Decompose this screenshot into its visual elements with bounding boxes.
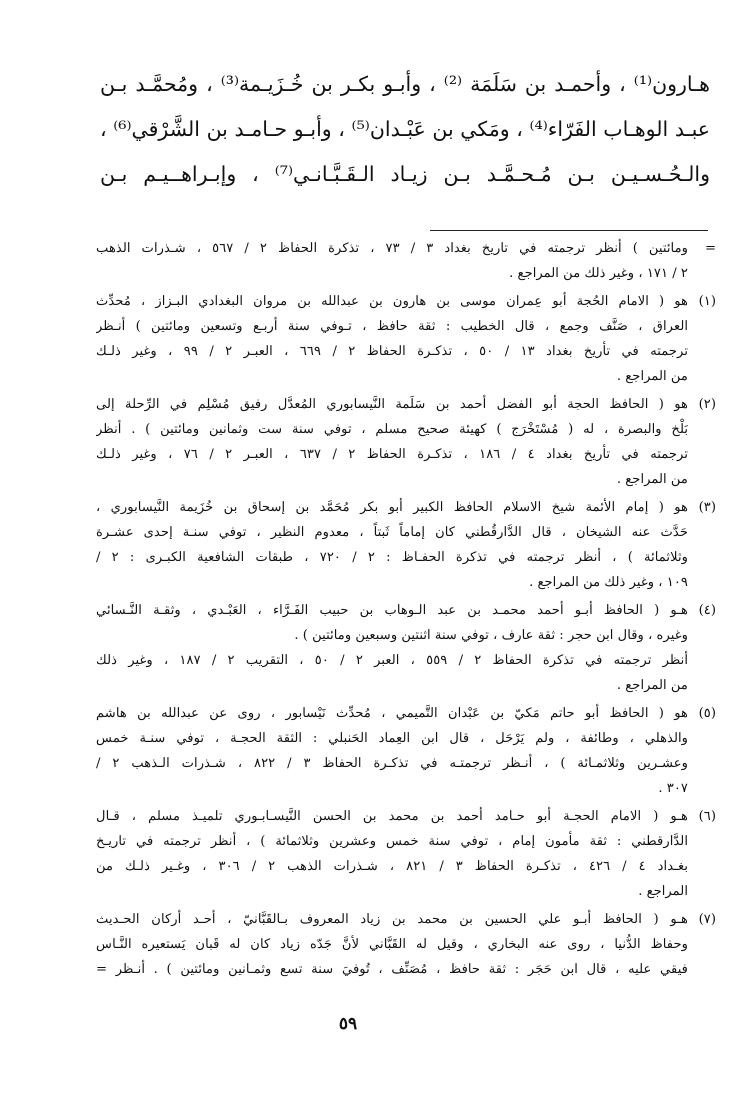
footnote-line: العراق ، صَنَّف وجمع ، قال الخطيب : ثقة حافظ ، تـوفي سنة أربـع وتسعين ومائتين ) أنـظر — [96, 319, 688, 334]
footnote-line: من المراجع . — [616, 369, 688, 384]
footnote-5 — [96, 701, 716, 801]
footnote-marker: (٣) — [698, 500, 716, 515]
footnote-line: والذهلي ، وطائفة ، ولم يَرْحَل ، قال ابن العِماد الحَنبلي : الثقة الحجـة ، توفي سنـة خمس — [96, 731, 688, 746]
footnote-line: ترجمته في تأريخ بغداد ٤ / ١٨٦ ، تذكـرة الحفاظ ٢ / ٦٣٧ ، العبـر ٢ / ٧٦ ، وغير ذلـك — [96, 447, 688, 462]
footnote-line: هو ( الحافظ أبو حاتم مَكيّ بن عَبْدان التَّميمي ، مُحدِّث نَيْسابور ، روى عن عبدالله بن هاشم — [96, 706, 688, 721]
footnote-line: ٢ / ١٧١ ، وغير ذلك من المراجع . — [509, 266, 688, 281]
main-text-line: هـارون⁽¹⁾ ، وأحمـد بن سَلَمَة ⁽²⁾ ، وأبـو بكـر بن خُـزَيـمة⁽³⁾ ، ومُحمَّـد بـن — [100, 72, 710, 96]
footnote-continuation — [96, 236, 716, 286]
footnote-line: هـو ( الحافظ أبـو علي الحسين بن محمد بن زياد المعروف بـالقَبَّانيّ ، أحـد أركان الحـديث — [96, 912, 688, 927]
footnote-line: بغـداد ٤ / ٤٢٦ ، تذكـرة الحفاظ ٣ / ٨٢١ ، شـذرات الذهب ٢ / ٣٠٦ ، وغـير ذلـك من — [96, 859, 688, 874]
footnote-4 — [96, 598, 716, 698]
footnote-line: هـو ( الامام الحجـة أبو حـامد أحمد بن محمد بن الحسن النَّيسـابـوري تلميـذ مسلم ، قـال — [96, 809, 688, 824]
footnote-marker: (٤) — [698, 603, 716, 618]
footnote-line: المراجع . — [638, 884, 688, 899]
footnote-line: بَلْخ والبصرة ، له ( مُسْتَخْرَج ) كهيئة صحيح مسلم ، توفي سنة ست وثمانين ومائتين ) . أنظر — [96, 422, 688, 437]
footnote-2 — [96, 392, 716, 492]
footnote-line: ومائتين ) أنظر ترجمته في تاريخ بغداد ٣ / ٧٣ ، تذكرة الحفاظ ٢ / ٥٦٧ ، شـذرات الذهب — [96, 241, 688, 256]
footnote-line: من المراجع . — [616, 472, 688, 487]
footnote-marker: (٥) — [698, 706, 716, 721]
footnote-line: وثلاثمائة ) ، أنظر ترجمته في تذكرة الحفـاظ : ٢ / ٧٢٠ ، طبقات الشافعية الكبـرى : ٢ / — [96, 550, 688, 565]
footnote-marker: (٢) — [698, 397, 716, 412]
footnotes — [96, 236, 716, 985]
footnote-line: هو ( إمام الأئمة شيخ الاسلام الحافظ الكبير أبو بكر مُحَمَّد بن إسحاق بن خُزَيمة النَّيسابوري ، — [96, 500, 688, 515]
footnote-line: هو ( الامام الحُجة أبو عِمران موسى بن هارون بن عبدالله بن مروان البغدادي البـزاز ، مُحدِّث — [96, 294, 688, 309]
footnote-line: ١٠٩ ، وغير ذلك من المراجع . — [529, 575, 688, 590]
footnote-line: وعشـرين وثلاثمـائة ) ، أنـظر ترجمتـه في تذكـرة الحفاظ ٣ / ٨٢٢ ، شـذرات الـذهب ٢ / — [96, 756, 688, 771]
footnote-line: هو ( الحافظ الحجة أبو الفضل أحمد بن سَلَمة النَّيسابوري المُعدَّل رفيق مُسْلِم في الرِّحلة إلى — [96, 397, 688, 412]
footnote-3 — [96, 495, 716, 595]
page-number: ٥٩ — [338, 1014, 358, 1034]
footnote-marker: (٧) — [698, 912, 716, 927]
footnote-line: من المراجع . — [616, 678, 688, 693]
footnote-7 — [96, 907, 716, 982]
main-text-line: عبـد الوهـاب الفَرّاء⁽⁴⁾ ، ومَكي بن عَبْـدان⁽⁵⁾ ، وأبـو حـامـد بن الشَّرْقي⁽⁶⁾ ، — [100, 117, 710, 141]
footnote-marker: (٦) — [698, 809, 716, 824]
footnote-6 — [96, 804, 716, 904]
main-text-line: والـحُـسـيـن بـن مُـحـمَّـد بـن زيـاد الـقَـبَّـانـي⁽⁷⁾ ، وإبـراهــيـم بـن — [100, 162, 710, 186]
footnote-marker: = — [704, 241, 716, 256]
footnote-line: ٣٠٧ . — [658, 781, 688, 796]
footnote-line: ترجمته في تأريخ بغداد ١٣ / ٥٠ ، تذكـرة الحفاظ ٢ / ٦٦٩ ، العبـر ٢ / ٩٩ ، وغير ذلـك — [96, 344, 688, 359]
footnote-1 — [96, 289, 716, 389]
footnote-line: أنظر ترجمته في تذكرة الحفاظ ٢ / ٥٥٩ ، العبر ٢ / ٥٠ ، التقريب ٢ / ١٨٧ ، وغير ذلك — [96, 653, 688, 668]
footnote-line: الدَّارقطني : ثقة مأمون إمام ، توفي سنة خمس وعشرين وثلاثمائة ) ، أنظر ترجمته في تاريـخ — [96, 834, 688, 849]
footnote-line: هـو ( الحافظ أبـو أحمد محمـد بن عبد الـوهاب بن حبيب الفَـرَّاء ، العَبْـدي ، وثقـة النَّـسائي — [96, 603, 688, 618]
footnote-separator — [430, 230, 708, 231]
footnote-line: وحفاظ الدُّنيا ، روى عنه البخاري ، وقيل له القَبَّاني لأنَّ جَدّه زياد كان له قَبان يَستعيره النَّـاس — [96, 937, 688, 952]
footnote-line: فيقي عليه ، قال ابن حَجَر : ثقة حافظ ، مُصَنِّف ، تُوفيَ سنة تسع وثمـانين ومائتين ) . أنـظر = — [96, 962, 688, 977]
footnote-line: حَدَّث عنه الشيخان ، قال الدَّارقُطني كان إماماً ثَبتاً ، معدوم النظير ، توفي سنـة إحدى عشـرة — [96, 525, 688, 540]
footnote-marker: (١) — [698, 294, 716, 309]
footnote-line: وغيره ، وقال ابن حجر : ثقة عارف ، توفي سنة اثنتين وسبعين ومائتين ) . — [294, 628, 688, 643]
main-text-block — [100, 62, 710, 197]
